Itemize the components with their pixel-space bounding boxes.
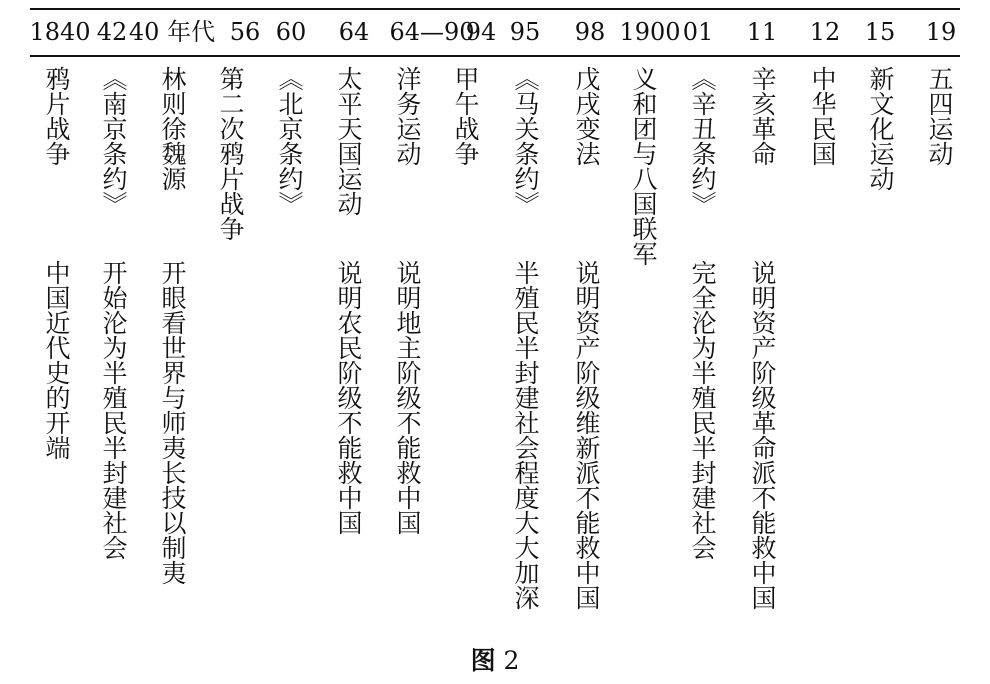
- event-name: 义和团与八国联军: [629, 66, 658, 266]
- year-label: 64: [338, 18, 370, 46]
- year-label: 15: [864, 18, 896, 46]
- year-label: 98: [574, 18, 606, 46]
- event-name: 甲午战争: [451, 66, 480, 166]
- event-column: [511, 66, 543, 610]
- event-name: 太平天国运动: [334, 66, 363, 216]
- event-column: [334, 66, 366, 535]
- event-column: [158, 66, 190, 585]
- year-label: 56: [229, 18, 261, 46]
- event-column: [688, 66, 720, 560]
- event-column: [748, 66, 780, 610]
- event-column: [216, 66, 248, 241]
- top-rule: [30, 8, 960, 10]
- event-name: 中华民国: [808, 66, 837, 166]
- event-note: 说明地主阶级不能救中国: [393, 260, 422, 535]
- event-note: 半殖民半封建社会程度大大加深: [511, 260, 540, 610]
- event-name: 第二次鸦片战争: [216, 66, 245, 241]
- event-note: 说明资产阶级革命派不能救中国: [748, 260, 777, 610]
- event-note: 开始沦为半殖民半封建社会: [99, 260, 128, 560]
- event-name: 《南京条约》: [99, 66, 128, 216]
- year-label: 1840: [29, 18, 91, 46]
- event-column: [629, 66, 661, 266]
- year-label: 19: [925, 18, 957, 46]
- year-label: 12: [809, 18, 841, 46]
- event-name: 洋务运动: [393, 66, 422, 166]
- event-name: 林则徐魏源: [158, 66, 187, 191]
- year-label: 40 年代: [128, 18, 216, 46]
- event-note: 说明农民阶级不能救中国: [334, 260, 363, 535]
- event-name: 鸦片战争: [42, 66, 71, 166]
- header-rule: [30, 55, 960, 57]
- event-column: [275, 66, 307, 216]
- event-note: 中国近代史的开端: [42, 260, 71, 460]
- year-label: 01: [682, 18, 714, 46]
- event-column: [808, 66, 840, 166]
- caption-number: 2: [503, 646, 520, 675]
- event-note: 开眼看世界与师夷长技以制夷: [158, 260, 187, 585]
- event-column: [451, 66, 483, 166]
- event-name: 《北京条约》: [275, 66, 304, 216]
- year-label: 42: [96, 18, 128, 46]
- event-name: 五四运动: [925, 66, 954, 166]
- event-column: [99, 66, 131, 560]
- event-column: [925, 66, 957, 166]
- event-name: 戊戌变法: [572, 66, 601, 166]
- figure-caption: [0, 646, 990, 676]
- event-name: 新文化运动: [866, 66, 895, 191]
- year-label: 95: [509, 18, 541, 46]
- event-name: 《马关条约》: [511, 66, 540, 216]
- event-name: 辛亥革命: [748, 66, 777, 166]
- event-column: [42, 66, 74, 460]
- year-label: 94: [465, 18, 497, 46]
- year-label: 64—90: [389, 18, 475, 46]
- event-column: [572, 66, 604, 610]
- event-column: [393, 66, 425, 535]
- event-note: 完全沦为半殖民半封建社会: [688, 260, 717, 560]
- event-column: [866, 66, 898, 191]
- event-name: 《辛丑条约》: [688, 66, 717, 216]
- year-label: 60: [275, 18, 307, 46]
- year-label: 1900: [619, 18, 681, 46]
- caption-label: 图: [470, 646, 496, 675]
- event-note: 说明资产阶级维新派不能救中国: [572, 260, 601, 610]
- year-label: 11: [746, 18, 778, 46]
